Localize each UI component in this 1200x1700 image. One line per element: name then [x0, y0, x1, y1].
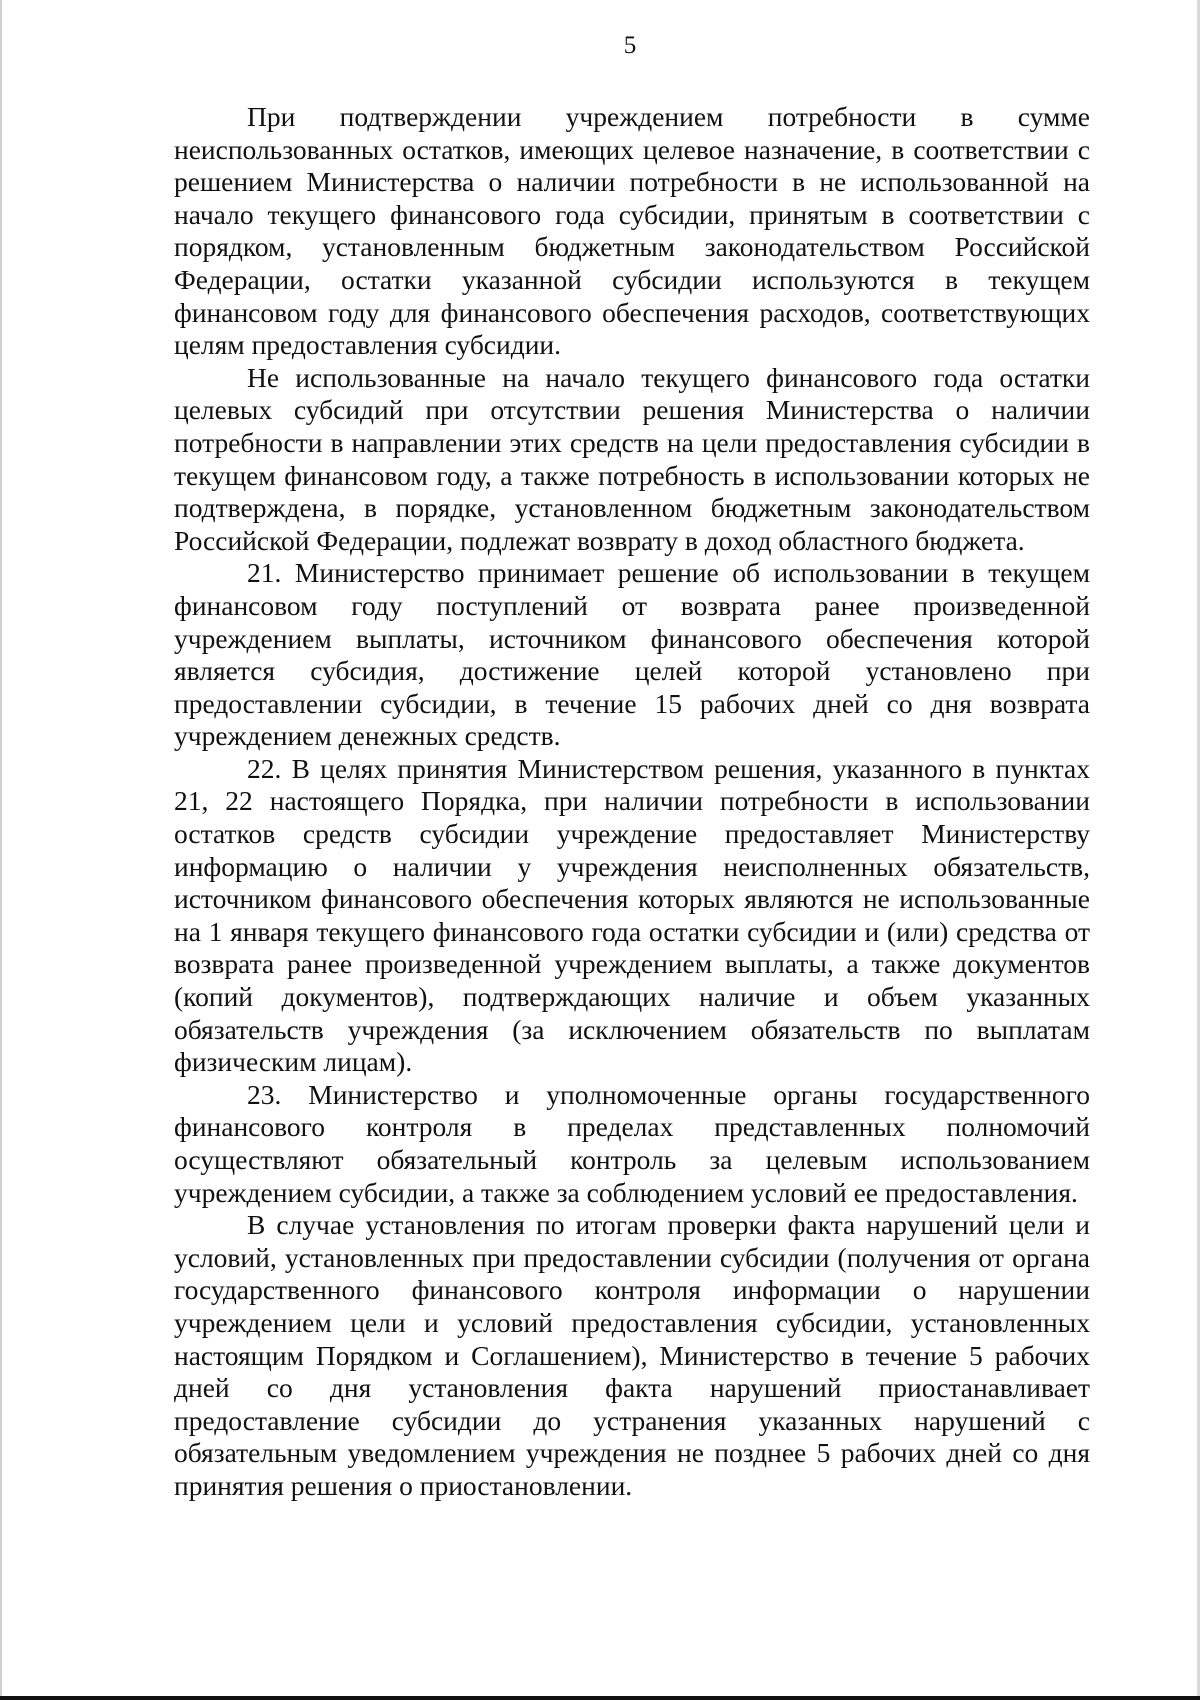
scan-edge-bottom [0, 1696, 1200, 1700]
paragraph-item-22: 22. В целях принятия Министерством решения, указанного в пунктах 21, 22 настоящего Порядка, при наличии потребности в использовании остатков средств субсидии учреждение предоставляет Министерству информацию о наличии у учреждения неисполненных обязательств, источником финансового обеспечения которых являются не использованные на 1 января текущего финансового года остатки субсидии и (или) средства от возврата ранее произведенной учреждением выплаты, а также документов (копий документов), подтверждающих наличие и объем указанных обязательств учреждения (за исключением обязательств по выплатам физическим лицам). [174, 752, 1090, 1078]
paragraph-residual-balances-confirmation: При подтверждении учреждением потребности в сумме неиспользованных остатков, имеющих целевое назначение, в соответствии с решением Министерства о наличии потребности в не использованной на начало текущего финансового года субсидии, принятым в соответствии с порядком, установленным бюджетным законодательством Российской Федерации, остатки указанной субсидии используются в текущем финансовом году для финансового обеспечения расходов, соответствующих целям предоставления субсидии. [174, 101, 1090, 361]
paragraph-violation-suspension: В случае установления по итогам проверки факта нарушений цели и условий, установленных при предоставлении субсидии (получения от органа государственного финансового контроля информации о нарушении учреждением цели и условий предоставления субсидии, установленных настоящим Порядком и Соглашением), Министерство в течение 5 рабочих дней со дня установления факта нарушений приостанавливает предоставление субсидии до устранения указанных нарушений с обязательным уведомлением учреждения не позднее 5 рабочих дней со дня принятия решения о приостановлении. [174, 1209, 1090, 1501]
scan-edge-left [0, 0, 2, 1700]
paragraph-item-23: 23. Министерство и уполномоченные органы государственного финансового контроля в пределах представленных полномочий осуществляют обязательный контроль за целевым использованием учреждением субсидии, а также за соблюдением условий ее предоставления. [174, 1078, 1090, 1208]
paragraph-unused-balances-return: Не использованные на начало текущего финансового года остатки целевых субсидий при отсутствии решения Министерства о наличии потребности в направлении этих средств на цели предоставления субсидии в текущем финансовом году, а также потребность в использовании которых не подтверждена, в порядке, установленном бюджетным законодательством Российской Федерации, подлежат возврату в доход областного бюджета. [174, 361, 1090, 556]
page-number: 5 [623, 32, 637, 59]
paragraph-item-21: 21. Министерство принимает решение об использовании в текущем финансовом году поступлений от возврата ранее произведенной учреждением выплаты, источником финансового обеспечения которой является субсидия, достижение целей которой установлено при предоставлении субсидии, в течение 15 рабочих дней со дня возврата учреждением денежных средств. [174, 557, 1090, 752]
document-body [174, 101, 1090, 1503]
